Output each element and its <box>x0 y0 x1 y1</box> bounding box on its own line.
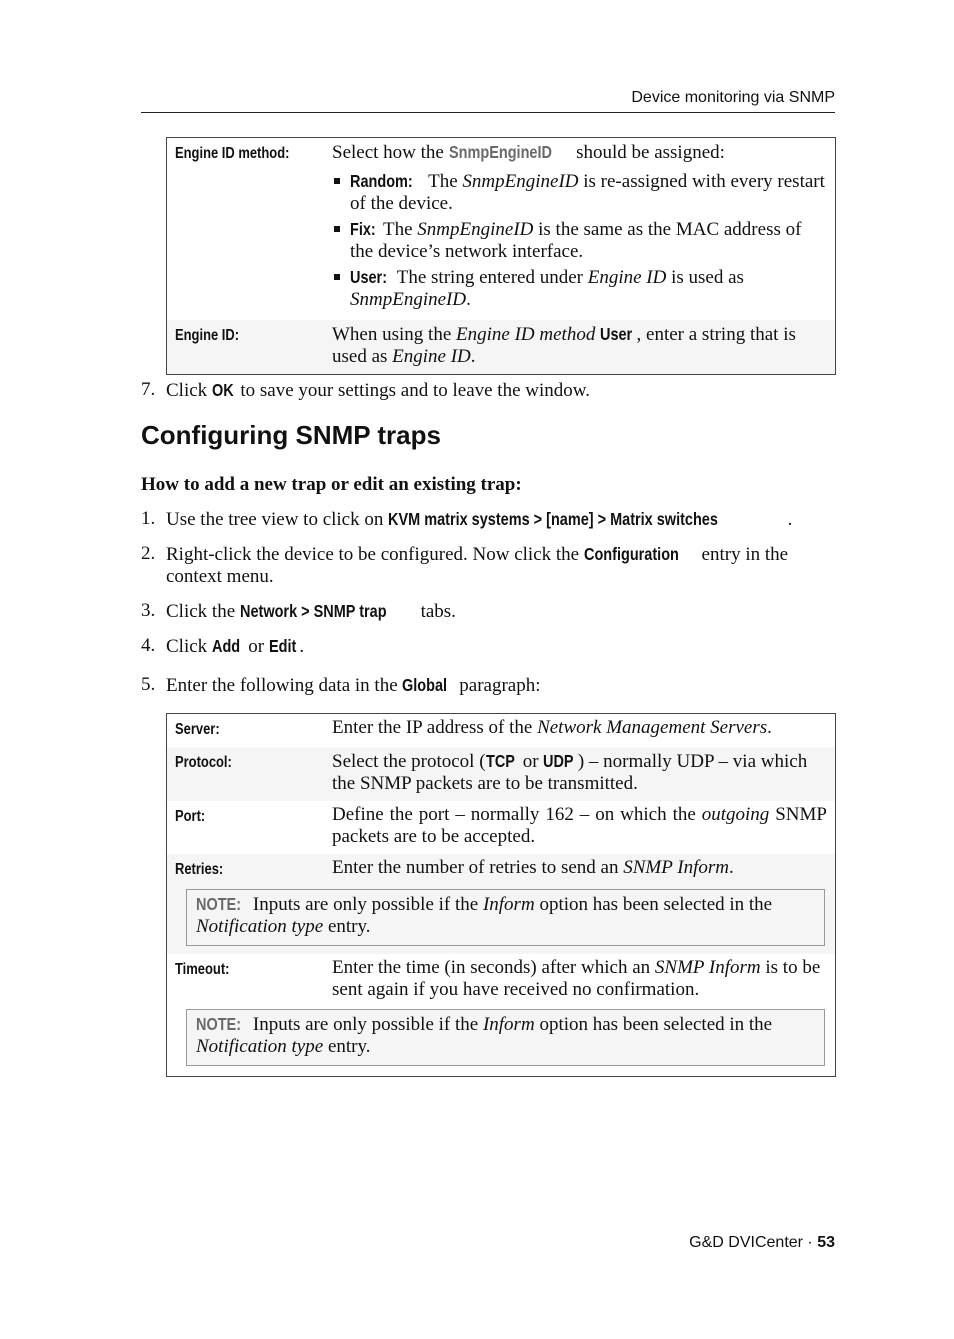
trap-settings-table <box>166 713 836 1077</box>
page-footer <box>689 1234 835 1252</box>
header-rule <box>141 112 835 113</box>
port-label: Port: <box>167 801 324 854</box>
server-row <box>167 714 836 748</box>
timeout-note: NOTE: Inputs are only possible if the Inform option has been selected in the Notification type entry. <box>186 1009 825 1066</box>
step-7: 7. Click OK to save your settings and to leave the window. <box>141 379 591 401</box>
timeout-note-row <box>167 1007 836 1077</box>
step-2: 2. Right-click the device to be configured. Now click the Configuration entry in the context menu. <box>141 543 789 587</box>
page-number: 53 <box>817 1234 835 1251</box>
option-user: User: The string entered under Engine ID is used as SnmpEngineID. <box>332 266 827 311</box>
option-random: Random: The SnmpEngineID is re-assigned with every restart of the device. <box>332 170 827 215</box>
engine-id-row <box>167 320 836 375</box>
running-header: Device monitoring via SNMP <box>631 89 835 106</box>
timeout-label: Timeout: <box>167 954 324 1007</box>
engine-id-table <box>166 137 836 375</box>
port-row <box>167 801 836 854</box>
server-description: Enter the IP address of the Network Management Servers. <box>323 714 836 748</box>
engine-id-label: Engine ID: <box>167 320 324 375</box>
engine-id-description: When using the Engine ID method User , enter a string that is used as Engine ID. <box>323 320 836 375</box>
retries-description: Enter the number of retries to send an SNMP Inform. <box>323 854 836 887</box>
server-label: Server: <box>167 714 324 748</box>
protocol-row <box>167 747 836 801</box>
retries-row <box>167 854 836 887</box>
retries-label: Retries: <box>167 854 324 887</box>
engine-id-method-label: Engine ID method: <box>167 138 324 321</box>
engine-id-method-description: Select how the SnmpEngineID should be assigned: Random: The SnmpEngineID is re-assigned with every restart of the device. Fix: The SnmpEngineID is the same as the MAC address of the device’s network interface. User: The string entered under Engine ID is used as SnmpEngineID. <box>323 138 836 321</box>
protocol-description: Select the protocol (TCP or UDP ) – normally UDP – via which the SNMP packets are to be transmitted. <box>323 747 836 801</box>
option-fix: Fix: The SnmpEngineID is the same as the MAC address of the device’s network interface. <box>332 218 827 263</box>
step-4: 4. Click Add or Edit . <box>141 635 305 657</box>
engine-id-method-row <box>167 138 836 321</box>
retries-note: NOTE: Inputs are only possible if the Inform option has been selected in the Notification type entry. <box>186 889 825 946</box>
engine-id-method-options <box>332 170 827 311</box>
retries-note-row <box>167 887 836 954</box>
timeout-row <box>167 954 836 1007</box>
section-heading: Configuring SNMP traps <box>141 420 441 450</box>
footer-product: G&D DVICenter · <box>689 1234 818 1251</box>
protocol-label: Protocol: <box>167 747 324 801</box>
port-description: Define the port – normally 162 – on which the outgoing SNMP packets are to be accepted. <box>323 801 836 854</box>
step-3: 3. Click the Network > SNMP trap tabs. <box>141 600 456 622</box>
step-1: 1. Use the tree view to click on KVM matrix systems > [name] > Matrix switches . <box>141 508 793 530</box>
timeout-description: Enter the time (in seconds) after which an SNMP Inform is to be sent again if you have received no confirmation. <box>323 954 836 1007</box>
howto-heading: How to add a new trap or edit an existing trap: <box>141 474 522 495</box>
step-5: 5. Enter the following data in the Global paragraph: <box>141 674 541 696</box>
